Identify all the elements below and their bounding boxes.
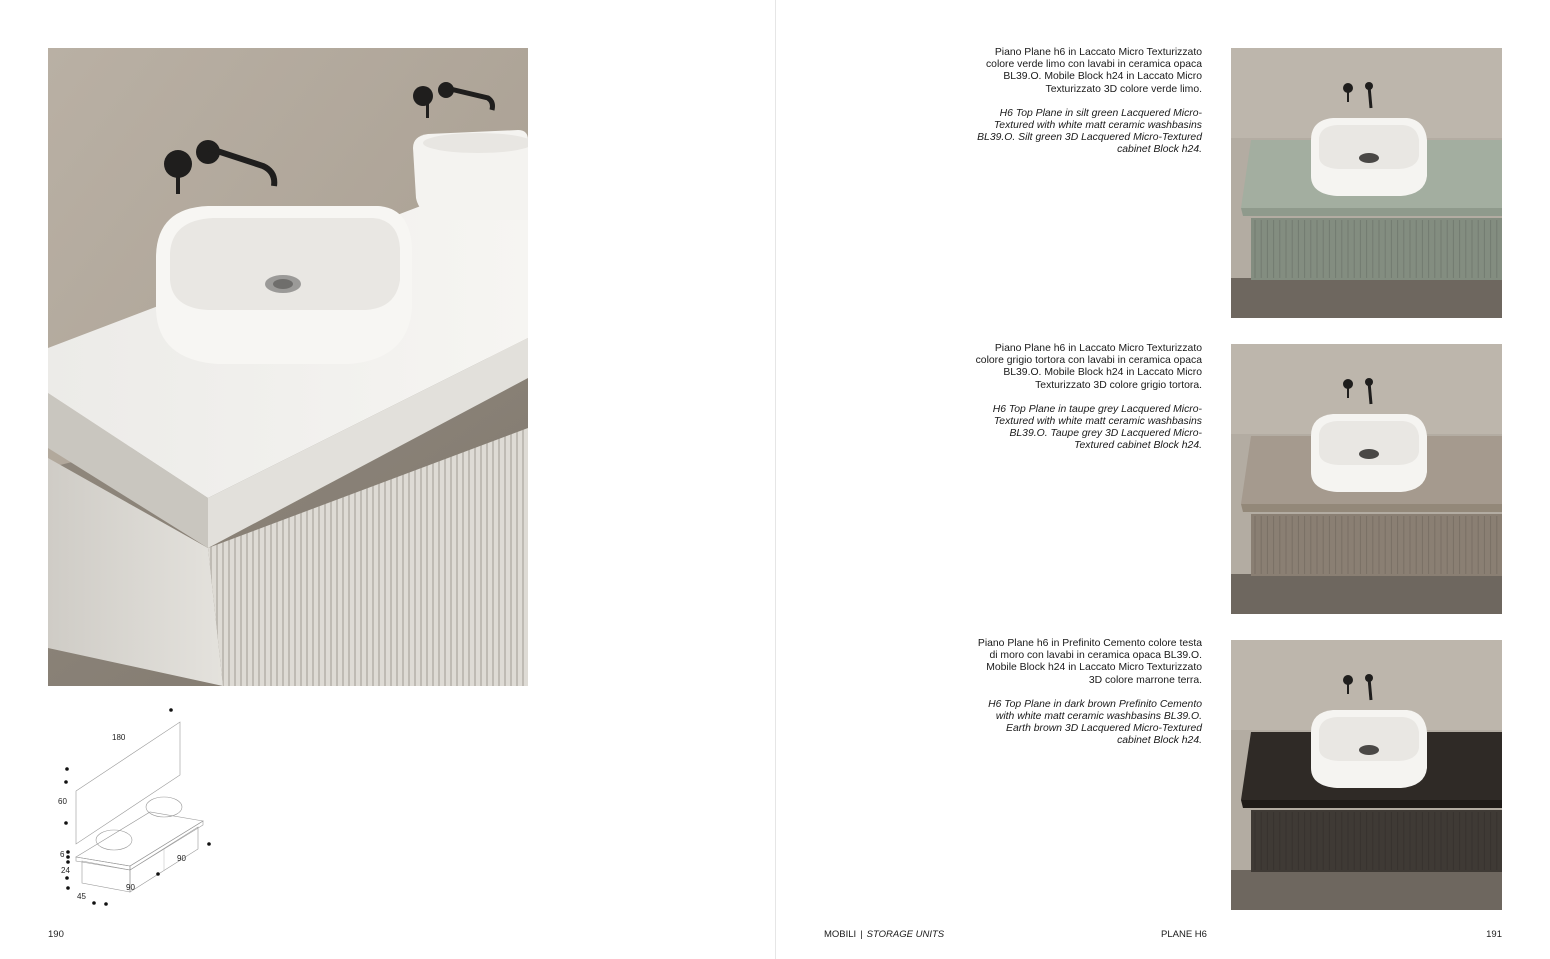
variant-caption-2 <box>972 343 1202 453</box>
page-fold <box>775 0 776 959</box>
caption-italian-3: Piano Plane h6 in Prefinito Cemento colore testa di moro con lavabi in ceramica opaca BL39.O. Mobile Block h24 in Laccato Micro Texturizzato 3D colore marrone terra. <box>977 638 1202 686</box>
caption-italian-1: Piano Plane h6 in Laccato Micro Texturizzato colore verde limo con lavabi in ceramica opaca BL39.O. Mobile Block h24 in Laccato Micro Texturizzato 3D colore verde limo. <box>985 47 1202 95</box>
caption-english-2: H6 Top Plane in taupe grey Lacquered Micro-Textured with white matt ceramic washbasins BL39.O. Taupe grey 3D Lacquered Micro-Textured cabinet Block h24. <box>992 403 1202 452</box>
dim-cabinet-label: 24 <box>61 866 70 875</box>
basin-outline-right <box>146 797 182 817</box>
section-label <box>824 929 944 940</box>
section-english: STORAGE UNITS <box>866 929 945 940</box>
variant-photo-1 <box>1231 48 1502 318</box>
dim-top-label: 6 <box>60 850 65 859</box>
collection-label: PLANE H6 <box>1161 929 1207 940</box>
variant-photo-3 <box>1231 640 1502 910</box>
vanity-cabinet <box>1251 218 1502 280</box>
dim-module-right-label: 90 <box>177 854 186 863</box>
section-italian: MOBILI <box>824 929 857 940</box>
dimension-drawing <box>48 700 228 915</box>
vanity-cabinet <box>1251 810 1502 872</box>
caption-english-1: H6 Top Plane in silt green Lacquered Micro-Textured with white matt ceramic washbasins BL39.O. Silt green 3D Lacquered Micro-Textured cabinet Block h24. <box>977 107 1202 156</box>
vanity-cabinet <box>1251 514 1502 576</box>
caption-english-3: H6 Top Plane in dark brown Prefinito Cemento with white matt ceramic washbasins BL39.O. Earth brown 3D Lacquered Micro-Textured cabinet Block h24. <box>988 698 1202 747</box>
section-separator: | <box>860 929 863 940</box>
variant-caption-3 <box>972 638 1202 748</box>
dim-height-label: 60 <box>58 797 67 806</box>
variant-photo-2 <box>1231 344 1502 614</box>
variant-caption-1 <box>972 47 1202 157</box>
page-number-right: 191 <box>1486 929 1502 940</box>
page-number-left: 190 <box>48 929 64 940</box>
dim-module-left-label: 90 <box>126 883 135 892</box>
cabinet-outline <box>82 861 130 892</box>
basin-outline-left <box>96 830 132 850</box>
hero-photo <box>48 48 528 686</box>
caption-italian-2: Piano Plane h6 in Laccato Micro Texturizzato colore grigio tortora con lavabi in ceramica opaca BL39.O. Mobile Block h24 in Laccato Micro Texturizzato 3D colore grigio tortora. <box>975 343 1202 391</box>
dim-depth-label: 45 <box>77 892 86 901</box>
dim-width-label: 180 <box>112 733 126 742</box>
